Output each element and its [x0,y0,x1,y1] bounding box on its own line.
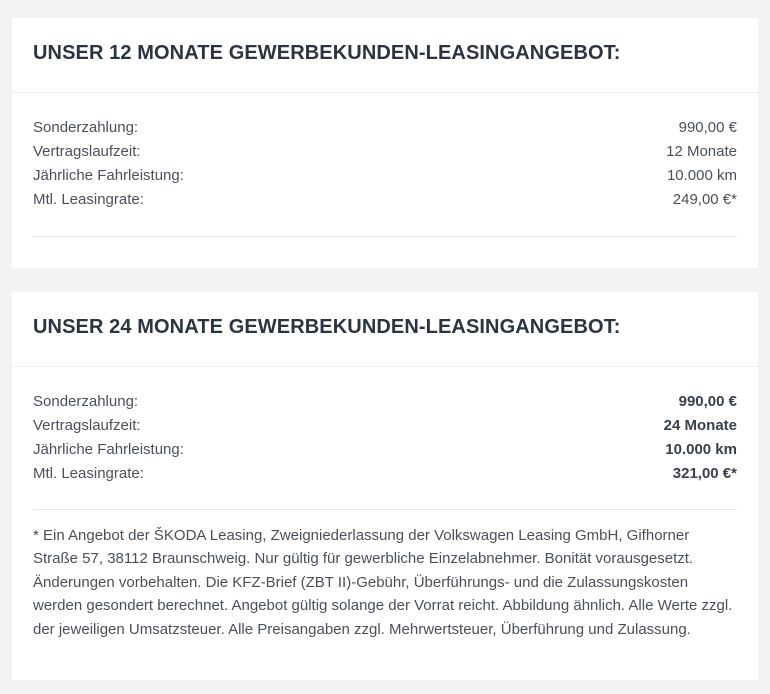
row-monthly-rate [33,461,737,485]
leasing-offer-24-months [12,292,758,680]
row-label: Vertragslaufzeit: [33,416,141,434]
row-label: Jährliche Fahrleistung: [33,440,184,458]
row-down-payment [33,389,737,413]
row-label: Jährliche Fahrleistung: [33,166,184,184]
row-down-payment [33,115,737,139]
legal-footnote: * Ein Angebot der ŠKODA Leasing, Zweigniederlassung der Volkswagen Leasing GmbH, Gifhorner Straße 57, 38112 Braunschweig. Nur gültig für gewerbliche Einzelabnehmer. Bonität vorausgesetzt. Änderungen vorbehalten. Die KFZ-Brief (ZBT II)-Gebühr, Überführungs- und die Zulassungskosten werden gesondert berechnet. Angebot gültig solange der Vorrat reicht. Abbildung ähnlich. Alle Werte zzgl. der jeweiligen Umsatzsteuer. Alle Preisangaben zzgl. Mehrwertsteuer, Überführung und Zulassung. [33,527,733,638]
offer-details [12,93,758,211]
row-annual-mileage [33,437,737,461]
row-label: Mtl. Leasingrate: [33,464,144,482]
row-label: Vertragslaufzeit: [33,142,141,160]
row-label: Mtl. Leasingrate: [33,190,144,208]
row-value: 249,00 €* [672,190,737,208]
offer-details [12,367,758,485]
row-contract-term [33,139,737,163]
row-value: 10.000 km [665,440,737,458]
offer-title: UNSER 12 MONATE GEWERBEKUNDEN-LEASINGANGEBOT: [33,42,621,64]
row-monthly-rate [33,187,737,211]
leasing-offer-12-months [12,18,758,268]
row-annual-mileage [33,163,737,187]
offer-title: UNSER 24 MONATE GEWERBEKUNDEN-LEASINGANGEBOT: [33,316,621,338]
row-value: 321,00 €* [672,464,737,482]
row-value: 24 Monate [663,416,737,434]
row-value: 10.000 km [666,166,737,184]
row-label: Sonderzahlung: [33,118,139,136]
row-value: 990,00 € [678,392,737,410]
details-divider [33,236,737,237]
row-contract-term [33,413,737,437]
row-label: Sonderzahlung: [33,392,139,410]
row-value: 12 Monate [666,142,737,160]
row-value: 990,00 € [678,118,737,136]
